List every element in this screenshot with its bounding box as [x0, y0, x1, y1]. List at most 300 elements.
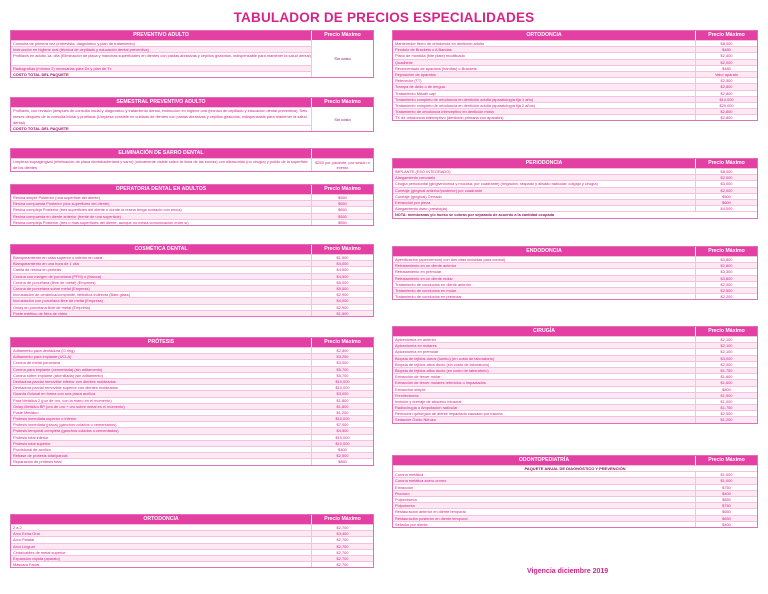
service-name: Extracción de tercer molar [395, 374, 441, 380]
table-row [393, 174, 757, 180]
service-price: $14,000 [695, 97, 757, 102]
service-price: $650 [311, 201, 373, 206]
table-row [11, 446, 373, 452]
table-row [11, 536, 373, 542]
section-periodoncia [392, 158, 758, 219]
service-name: Tratamiento de conductos en premolar [395, 294, 462, 300]
service-name: Frenilectomía [395, 392, 419, 398]
service-price: $400 [695, 491, 757, 496]
table-row [393, 180, 757, 186]
service-name: Corona metálica [395, 472, 424, 478]
service-price: $2,200 [695, 294, 757, 299]
service-name: Incrustación de cerámica/composite, bibliotica indirecta (Bate glass) [13, 292, 130, 298]
table-row [11, 366, 373, 372]
service-name: Cirugía periodontal (gingivectomía y mucosa, por cuadrante) (Irrigación, raspado y alisado radicular, colgajo y cirugía) [395, 181, 598, 187]
service-price: $2,000 [695, 362, 757, 367]
service-name: Cinta/cables de metal superior [13, 549, 66, 555]
service-price: $2,800 [311, 348, 373, 353]
table-row [11, 254, 373, 260]
table-row [393, 392, 757, 398]
section-endodoncia [392, 246, 758, 300]
service-name: Corona sobre implante (atornillada) (sin aditamento) [13, 372, 103, 378]
service-price: $4,500 [311, 267, 373, 272]
service-price: $2,700 [311, 556, 373, 561]
service-name: Retratamiento en un diente anterior [395, 263, 457, 269]
service-name: Resina compuesta Posterior (dos superficies del diente) [13, 201, 110, 207]
service-name: Recementado de aparatos (bandas) o Brackets [395, 65, 477, 71]
service-name: Prótesis temporal completa (ganchos colados o cementados) [13, 428, 119, 434]
service-price: $1,750 [695, 405, 757, 410]
table-row [393, 281, 757, 287]
table-row [11, 440, 373, 446]
periodoncia-note: NOTA: membranas y/o hueso se cobran por separado de acuerdo a la cantidad ocupada [393, 211, 757, 217]
table-row [11, 285, 373, 291]
table-row [11, 561, 373, 567]
service-price: $2,700 [311, 537, 373, 542]
service-name: Incisión y drenaje de absceso intraoral [395, 398, 462, 404]
service-name: Extracción por pieza [395, 199, 431, 205]
service-name: Extracción [395, 484, 414, 490]
service-name: Apicectomía en anterior [395, 337, 437, 342]
package-total: COSTO TOTAL DEL PAQUETE [11, 71, 373, 77]
price-header: Precio Máximo [311, 338, 373, 347]
list-item: Profilaxis en adulto 1a. cita (Eliminación de placa y manchas superficiales en dientes con pastas abrasivas y cepillos giratorios, indispensable para mantener la salud dental) [11, 52, 373, 64]
table-row [393, 404, 757, 410]
section-title: ENDODONCIA [526, 248, 562, 254]
table-row [393, 114, 757, 120]
table-row [11, 390, 373, 396]
section-title: COSMÉTICA DENTAL [134, 246, 188, 252]
service-price: $480 [695, 47, 757, 52]
table-row [11, 304, 373, 310]
section-protesis [10, 337, 374, 466]
table-row [11, 297, 373, 303]
service-price: $1,000 [695, 472, 757, 477]
service-name: Resina compuesta en diente anterior (frente de una superficie) [13, 213, 121, 219]
service-name: Curetaje (gingival) Cerrado [395, 193, 442, 199]
service-price: $2,800 [695, 109, 757, 114]
service-price: $10,000 [311, 441, 373, 446]
price-header: Precio Máximo [695, 31, 757, 40]
list-item: Consulta de primera vez (entrevista, diagnóstico y plan de tratamiento) [11, 40, 373, 46]
service-price: $2,100 [695, 349, 757, 354]
service-name: Aditamento para implante (UCLA) [13, 354, 72, 360]
section-subtitle: PAQUETE ANUAL DE DIAGNÓSTICO Y PREVENCIÓN [393, 465, 757, 471]
service-name: Tratamiento Misath uap [395, 90, 436, 96]
service-name: Reposición de aparatos [395, 71, 436, 77]
service-name: Guarda Oclusal en forma con una placa acrílica [13, 391, 96, 397]
service-price: $400 [311, 447, 373, 452]
table-row [11, 421, 373, 427]
service-name: IMPLANTE (ESO INTEGRADO) [395, 169, 451, 174]
service-name: Corona de metal porcelana [13, 360, 60, 366]
service-name: Dentadura parcial removible inferior con dientes moldeados [13, 378, 116, 384]
table-row [11, 415, 373, 421]
table-row [11, 279, 373, 285]
service-name: Corona para implante (cementada) (sin aditamento) [13, 366, 103, 372]
service-name: Corona de porcelana sobre metal (Empress) [13, 285, 90, 291]
service-price: $3,800 [695, 257, 757, 262]
service-name: Restauración anterior en diente temporal [395, 509, 466, 515]
service-name: Tratamiento completo de ortodoncia en dentición adulta (aparatología fija 2 años) [395, 102, 536, 108]
service-price: $1,250 [311, 410, 373, 415]
service-price: $2,700 [311, 544, 373, 549]
table-row [393, 187, 757, 193]
service-price: $2,100 [695, 343, 757, 348]
service-price: $7,000 [311, 422, 373, 427]
service-price: $750 [695, 503, 757, 508]
table-row [393, 83, 757, 89]
table-row [393, 108, 757, 114]
service-name: Rebase de prótesis total/parcial [13, 453, 68, 459]
service-name: Extracción de tercer molares retenidos o impactados [395, 380, 486, 386]
service-price: $550 [311, 195, 373, 200]
service-price: $8,000 [695, 169, 757, 174]
table-row [11, 266, 373, 272]
service-name: Corona metálica acero-cromo [395, 478, 447, 484]
table-row [393, 496, 757, 502]
table-row [11, 452, 373, 458]
service-name: Onlay Metálico BP (oro de oro + oro sobre metal en el momento) [13, 403, 125, 409]
service-name: Sellador por diente [395, 521, 428, 527]
table-row [393, 65, 757, 71]
table-row [393, 367, 757, 373]
table-row [11, 219, 373, 225]
section-title: SEMESTRAL PREVENTIVO ADULTO [116, 99, 206, 105]
table-row [393, 256, 757, 262]
service-price: $4,000 [311, 261, 373, 266]
service-price: $5,700 [311, 367, 373, 372]
service-name: Aditamento para dentadura (O-ring) [13, 348, 75, 353]
table-row [393, 52, 757, 58]
table-row [393, 471, 757, 477]
table-row [393, 342, 757, 348]
service-price: $850 [695, 497, 757, 502]
section-operatoria [10, 184, 374, 226]
table-row [393, 40, 757, 46]
service-name: Resina compleja Posterior (tres o más superficies del diente, aunque no exista comunicación entre sí) [13, 219, 189, 225]
service-price: $500 [695, 194, 757, 199]
table-row [11, 555, 373, 561]
list-item: Limpieza supragingival (eliminación de placa dentobacteriana y sarro) (únicamente visible sobre la línea de las encías) con ultrasonido (no cirugía) y pulido de la superficie de los dientes $250 por paciente, por sesión o evento [11, 158, 373, 171]
service-price: $600 [695, 200, 757, 205]
service-name: Tratamiento de ortodoncia interceptivo en dentición mixta [395, 109, 494, 115]
service-price: $1,500 [311, 255, 373, 260]
table-row [393, 361, 757, 367]
table-row [393, 477, 757, 483]
service-price: $2,700 [311, 550, 373, 555]
service-name: Provisional de acrílico [13, 447, 51, 452]
section-title: PREVENTIVO ADULTO [133, 32, 189, 38]
service-name: Apicectomía en molares [395, 343, 437, 349]
service-price: $3,000 [695, 356, 757, 361]
service-price: $10,000 [311, 379, 373, 384]
section-title: ORTODONCIA [526, 32, 562, 38]
price-header: Precio Máximo [311, 98, 373, 107]
table-row [393, 521, 757, 527]
service-price: $400 [695, 522, 757, 527]
section-title: ELIMINACIÓN DE SARRO DENTAL [118, 150, 204, 156]
section-odontopediatria [392, 455, 758, 528]
service-name: Expansión rápida (aparato) [13, 555, 60, 561]
price-header: Precio Máximo [311, 31, 373, 40]
table-row [11, 403, 373, 409]
table-row [11, 434, 373, 440]
service-price: $2,000 [695, 282, 757, 287]
service-price: $2,000 [695, 60, 757, 65]
section-title: PERIODONCIA [525, 160, 563, 166]
section-title: CIRUGÍA [533, 328, 555, 334]
service-price: $2,800 [695, 91, 757, 96]
service-price: $1,600 [695, 374, 757, 379]
service-name: Radiocirugía o Amputación radicular [395, 405, 458, 411]
list-item: Instrucción en higiene oral (técnica de cepillado y educación dental preventiva) [11, 46, 373, 52]
service-name: Apicectomía en premolar [395, 349, 439, 355]
service-price: $2,900 [311, 292, 373, 297]
service-price: $3,000 [311, 391, 373, 396]
service-name: Prótesis inmediata superior o inferior [13, 416, 77, 422]
table-row [11, 200, 373, 206]
package-total: COSTO TOTAL DEL PAQUETE [11, 125, 373, 131]
table-row [11, 543, 373, 549]
table-row [393, 379, 757, 385]
table-row [11, 194, 373, 200]
table-row [393, 46, 757, 52]
service-name: Prótesis total superior [13, 440, 51, 446]
service-name: Restauración posterior en diente temporal [395, 515, 468, 521]
table-row [11, 347, 373, 353]
service-price: $1,500 [311, 311, 373, 316]
service-name: Retratamiento en premolar [395, 269, 442, 275]
service-price: $2,800 [695, 84, 757, 89]
table-row [393, 275, 757, 281]
service-price: $2,900 [311, 305, 373, 310]
service-name: Retenedor (TT) [395, 78, 422, 84]
table-row [393, 484, 757, 490]
service-price: $650 [695, 509, 757, 514]
service-price: $1,500 [695, 393, 757, 398]
price-header: Precio Máximo [311, 515, 373, 524]
table-row [393, 508, 757, 514]
merged-price: Sin costo [311, 40, 373, 77]
table-row [393, 59, 757, 65]
section-title: OPERATORIA DENTAL EN ADULTOS [115, 186, 207, 192]
service-price: $4,000 [311, 298, 373, 303]
price-header: Precio Máximo [695, 327, 757, 336]
service-name: Biopsia de tejidos duros (tumbo) (en costo de laboratorio) [395, 355, 495, 361]
section-semestral [10, 97, 374, 132]
service-price: $3,800 [695, 276, 757, 281]
service-price: $2,000 [695, 188, 757, 193]
list-item: Profilaxis, con revisión (después de consulta inicial y diagnóstico y tratamiento dental, instrucción en higiene oral (técnica de cepillado y educación dental preventiva). Seis meses después de la consulta inicial y profilaxis (Limpieza consiste en cuidado de dientes con pastas abrasivas y cepillos giratorios, indispensable para mantener la salud dental) [11, 107, 373, 125]
service-price: $4,500 [311, 428, 373, 433]
table-row [393, 348, 757, 354]
table-row [393, 416, 757, 422]
table-row [11, 524, 373, 530]
service-name: Retratamiento en un diente molar [395, 275, 453, 281]
service-price: $2,500 [695, 288, 757, 293]
service-name: Resina simple Posterior (una superficie del diente) [13, 195, 100, 200]
service-price: $1,800 [311, 398, 373, 403]
service-price: $29,000 [695, 103, 757, 108]
service-name: Carilla de resina en prótesis [13, 267, 62, 273]
service-price: $4,500 [311, 274, 373, 279]
table-row [11, 359, 373, 365]
service-name: Plano de mordida (bite plate) modificado [395, 53, 465, 59]
price-header: Precio Máximo [311, 185, 373, 194]
service-name: Prótesis total inferior [13, 434, 49, 440]
service-price: $4,000 [695, 206, 757, 211]
table-row [11, 260, 373, 266]
section-ortodoncia-left [10, 514, 374, 568]
service-price: $10,000 [311, 416, 373, 421]
vigencia-label: Vigencia diciembre 2019 [527, 568, 609, 575]
table-row [11, 427, 373, 433]
table-row [11, 409, 373, 415]
service-name: Sedación Óxido Nitroso [395, 417, 436, 423]
section-ortodoncia-right [392, 30, 758, 121]
section-title: ORTODONCIA [143, 516, 179, 522]
table-row [11, 549, 373, 555]
service-name: Prótesis inmediata (placa) (ganchos colados o cementados) [13, 422, 117, 428]
table-row [393, 490, 757, 496]
service-price: $2,700 [311, 525, 373, 530]
table-row [393, 262, 757, 268]
service-name: Máscara Facial [13, 562, 40, 568]
service-price: $1,750 [695, 368, 757, 373]
table-row [393, 502, 757, 508]
table-row [393, 287, 757, 293]
service-name: Arco Extra Oral [13, 531, 40, 537]
service-price: $10,000 [311, 435, 373, 440]
service-price: $1,800 [311, 404, 373, 409]
table-row [393, 373, 757, 379]
table-row [11, 353, 373, 359]
service-price: $2,500 [695, 78, 757, 83]
table-row [11, 378, 373, 384]
service-price: $650 [695, 516, 757, 521]
service-price: $5,700 [311, 373, 373, 378]
table-row [393, 293, 757, 299]
service-price: $5,500 [311, 286, 373, 291]
service-price: $3,000 [311, 360, 373, 365]
service-price: $3,000 [695, 181, 757, 186]
table-row [11, 397, 373, 403]
service-name: Tratamiento de conductos en molar [395, 287, 457, 293]
table-row [393, 386, 757, 392]
service-name: Apexificación (apexorrhum) con dos citas incluidas para control) [395, 257, 506, 262]
service-price: $2,700 [311, 562, 373, 567]
service-name: Pulpectomía [395, 496, 417, 502]
service-name: Biopsia de tejidos altos ducto (en costo de laboratorio) [395, 367, 489, 373]
service-price: $5,000 [311, 280, 373, 285]
service-price: $1,200 [695, 417, 757, 422]
table-row [393, 102, 757, 108]
service-name: Pulpotomía [395, 503, 415, 509]
service-price: $850 [311, 459, 373, 464]
table-row [393, 336, 757, 342]
service-name: Onlay en porcelana libre de metal (Empress) [13, 304, 91, 310]
service-price: $1,600 [695, 380, 757, 385]
section-title: PRÓTESIS [147, 339, 175, 345]
table-row [11, 206, 373, 212]
service-price: $550 [311, 214, 373, 219]
service-name: TX de ortodoncia interceptivo (dentición primaria con aparatos) [395, 115, 504, 121]
price-header: Precio Máximo [695, 247, 757, 256]
table-row [11, 458, 373, 464]
service-name: Extracción simple [395, 386, 426, 392]
service-price: $2,400 [695, 53, 757, 58]
service-price: $3,400 [311, 531, 373, 536]
table-row [393, 199, 757, 205]
service-name: 2 a 2 [13, 525, 22, 530]
service-name: Corona con margen de porcelana (PFM) o (blanca) [13, 273, 102, 279]
table-row [11, 530, 373, 536]
service-name: Pendulo de Brackets o A Bandas [395, 47, 452, 53]
service-name: Reparación de prótesis total [13, 459, 62, 465]
service-name: Blanqueamiento en casa superior o inferior en casa [13, 255, 102, 260]
table-row [11, 213, 373, 219]
price-header: Precio Máximo [695, 456, 757, 465]
service-name: Incrustación con porcelana libre de metal (Empress) [13, 298, 103, 304]
service-price: $2,000 [695, 175, 757, 180]
service-name: Dentadura parcial removible superior con dientes moldeados [13, 385, 118, 391]
service-name: Corona de porcelana (libre de metal) (Emprees) [13, 279, 96, 285]
service-price: $1,000 [695, 478, 757, 483]
service-name: Poste Metálico [13, 409, 39, 415]
table-row [393, 268, 757, 274]
service-name: Poste estético de fibra de vidrio [13, 310, 68, 316]
price-header: Precio Máximo [695, 159, 757, 168]
section-sarro [10, 148, 374, 172]
service-price: $550 [311, 220, 373, 225]
service-name: Blanqueamiento en una hora de 1 cita [13, 261, 79, 267]
section-cosmetica [10, 244, 374, 317]
table-row [11, 310, 373, 316]
service-price: $2,500 [695, 411, 757, 416]
service-name: Mantenedor fierro de ortodoncia en dentición adulto [395, 41, 485, 46]
service-price: $2,800 [695, 263, 757, 268]
table-row [393, 398, 757, 404]
table-row [393, 168, 757, 174]
table-row [393, 193, 757, 199]
service-price: Valor aparato [695, 72, 757, 77]
merged-price: Sin costo [311, 107, 373, 131]
service-name: Para Metálica 2 (por de oro, con la mano en el momento) [13, 397, 112, 403]
service-name: Tratamiento de conductos en diente anterior [395, 281, 472, 287]
service-price: $10,000 [311, 385, 373, 390]
table-row [393, 90, 757, 96]
service-name: Fluoruro [395, 490, 410, 496]
service-name: Arco Palatal [13, 537, 34, 543]
service-price: $800 [695, 387, 757, 392]
service-price: $2,500 [311, 453, 373, 458]
page-title: TABULADOR DE PRECIOS ESPECIALIDADES [233, 10, 535, 25]
service-name: Alargamiento óseo (crestogía) [395, 206, 448, 212]
table-row [11, 291, 373, 297]
service-name: Quadhelix [395, 59, 413, 65]
service-name: Trampa de dedo o de lengua [395, 84, 445, 90]
section-cirugia [392, 326, 758, 424]
table-row [11, 384, 373, 390]
table-row [393, 71, 757, 77]
table-row [393, 355, 757, 361]
service-name: Arco Lingual [13, 543, 35, 549]
service-price: $3,250 [311, 354, 373, 359]
table-row [393, 410, 757, 416]
section-title: ODONTOPEDIATRÍA [518, 457, 570, 463]
section-preventivo-adulto [10, 30, 374, 78]
